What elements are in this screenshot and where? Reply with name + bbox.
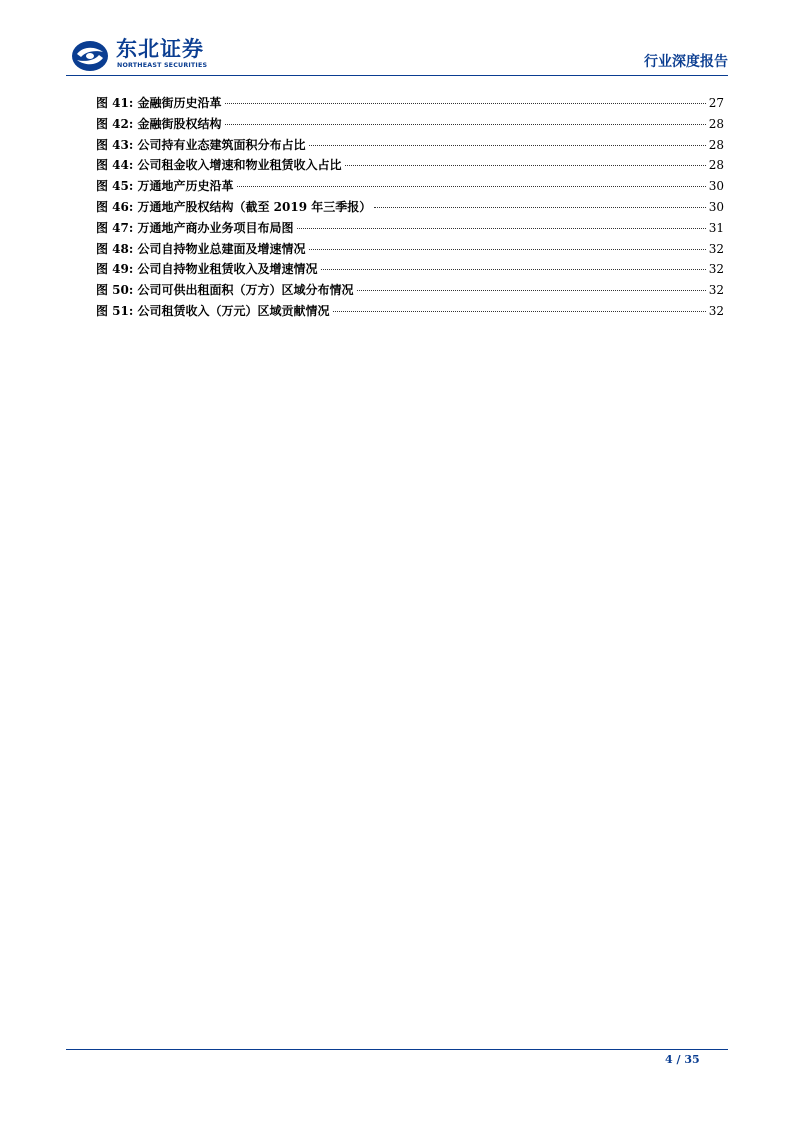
brand-name-cn: 东北证券 [116, 37, 204, 61]
toc-entry-page: 32 [708, 241, 724, 256]
toc-entry-page: 28 [708, 137, 724, 152]
page-header [66, 34, 728, 74]
figure-list [96, 94, 724, 323]
toc-entry[interactable] [96, 219, 724, 240]
header-divider [66, 75, 728, 76]
toc-dot-leader [374, 207, 705, 208]
toc-entry-page: 28 [708, 116, 724, 131]
toc-entry[interactable] [96, 156, 724, 177]
toc-dot-leader [309, 145, 706, 146]
toc-entry-title: 图 45: 万通地产历史沿革 [96, 179, 234, 194]
toc-entry[interactable] [96, 281, 724, 302]
brand-name-en: NORTHEAST SECURITIES [117, 62, 208, 69]
toc-entry-title: 图 41: 金融街历史沿革 [96, 96, 222, 110]
toc-entry[interactable] [96, 240, 724, 261]
toc-entry-title: 图 42: 金融街股权结构 [96, 116, 222, 131]
toc-dot-leader [309, 249, 706, 250]
toc-entry-page: 32 [708, 303, 724, 318]
toc-entry-page: 32 [708, 262, 724, 277]
toc-dot-leader [333, 311, 706, 312]
toc-entry[interactable] [96, 115, 724, 136]
toc-dot-leader [225, 124, 706, 125]
toc-entry-page: 30 [708, 199, 724, 214]
toc-entry[interactable] [96, 260, 724, 281]
toc-entry[interactable] [96, 136, 724, 157]
toc-entry-title: 图 43: 公司持有业态建筑面积分布占比 [96, 137, 306, 152]
logo-swirl-icon [70, 39, 110, 73]
toc-dot-leader [297, 228, 706, 229]
toc-entry-title: 图 44: 公司租金收入增速和物业租赁收入占比 [96, 158, 342, 173]
toc-entry-page: 30 [708, 179, 724, 194]
toc-dot-leader [321, 269, 706, 270]
toc-entry-title: 图 49: 公司自持物业租赁收入及增速情况 [96, 262, 318, 277]
toc-entry-page: 27 [708, 96, 724, 110]
toc-entry-title: 图 51: 公司租赁收入（万元）区域贡献情况 [96, 303, 330, 318]
toc-dot-leader [237, 186, 706, 187]
toc-entry[interactable] [96, 302, 724, 323]
toc-dot-leader [225, 103, 706, 104]
toc-entry[interactable] [96, 198, 724, 219]
toc-entry[interactable] [96, 177, 724, 198]
toc-entry-page: 31 [708, 220, 724, 235]
toc-dot-leader [345, 165, 706, 166]
report-type-label: 行业深度报告 [644, 54, 728, 70]
toc-entry-page: 28 [708, 158, 724, 173]
toc-dot-leader [357, 290, 706, 291]
company-logo [66, 34, 236, 74]
toc-entry[interactable] [96, 94, 724, 115]
toc-entry-title: 图 46: 万通地产股权结构（截至 2019 年三季报） [96, 199, 372, 214]
toc-entry-title: 图 47: 万通地产商办业务项目布局图 [96, 220, 294, 235]
toc-entry-page: 32 [708, 283, 724, 298]
toc-entry-title: 图 50: 公司可供出租面积（万方）区域分布情况 [96, 283, 354, 298]
footer-divider [66, 1049, 728, 1050]
page-number: 4 / 35 [665, 1053, 700, 1066]
toc-entry-title: 图 48: 公司自持物业总建面及增速情况 [96, 241, 306, 256]
